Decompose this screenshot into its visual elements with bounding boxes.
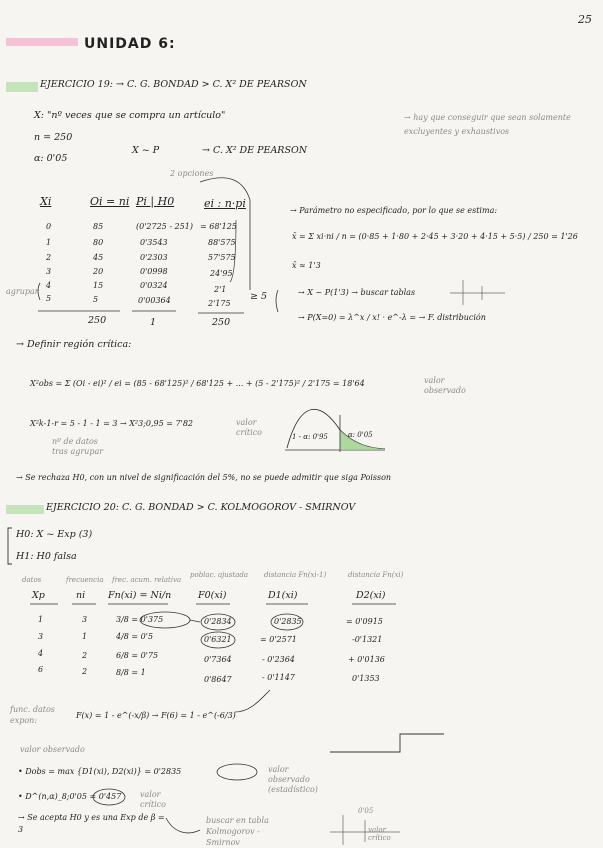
- ex19-r3-ei: 24'95: [210, 269, 233, 278]
- ex19-col-pi: Pi | H0: [136, 195, 175, 208]
- ex20-col-fn: Fn(xi) = Ni/n: [108, 590, 172, 601]
- ex19-test: → C. X² DE PEARSON: [202, 145, 308, 156]
- ex20-r3-xp: 6: [38, 665, 44, 674]
- ex20-r2-f0: 0'7364: [204, 655, 232, 664]
- ex19-r0-oi: 85: [93, 222, 104, 231]
- ex19-r1-xi: 1: [46, 238, 52, 247]
- ex20-r3-d1: - 0'1147: [262, 673, 295, 682]
- ex20-r1-xp: 3: [38, 632, 44, 641]
- ex19-r5-xi: 5: [46, 294, 52, 303]
- after-group-note: tras agrupar: [52, 447, 104, 456]
- ex19-conclusion: → Se rechaza H0, con un nivel de significación del 5%, no se puede admitir que siga Poisson: [16, 473, 392, 482]
- two-options-note: 2 opciones: [170, 169, 214, 178]
- ex20-r2-xp: 4: [38, 649, 44, 658]
- ex19-r2-pi: 0'2303: [140, 253, 168, 262]
- ex20-r1-d1: = 0'2571: [260, 635, 297, 644]
- ex19-r2-ei: 57'575: [208, 253, 236, 262]
- ex20-r0-d2: = 0'0915: [346, 617, 383, 626]
- ex20-r1-fn: 4/8 = 0'5: [116, 632, 154, 641]
- param-note: → Parámetro no especificado, por lo que se estima:: [290, 206, 498, 215]
- ex19-r4-xi: 4: [46, 281, 52, 290]
- ex20-top-dist2: distancia Fn(xi): [348, 571, 404, 579]
- ex20-col-xp: Xp: [32, 590, 45, 601]
- ex19-r0-xi: 0: [46, 222, 52, 231]
- ex20-r2-d1: - 0'2364: [262, 655, 295, 664]
- ex20-col-d1: D1(xi): [268, 590, 298, 601]
- ex19-col-xi: Xi: [40, 195, 52, 208]
- func-formula: F(x) = 1 - e^(-x/β) → F(6) = 1 - e^(-6/3): [76, 711, 236, 720]
- func-note: func. datos expon:: [10, 705, 55, 725]
- ex19-r0-pi: (0'2725 - 251): [136, 222, 193, 231]
- ex19-distribution: X ~ P: [132, 145, 160, 156]
- ex20-r0-ni: 3: [82, 615, 88, 624]
- ex20-col-d2: D2(xi): [356, 590, 386, 601]
- ex20-highlight: [6, 505, 44, 514]
- ex20-r0-fn: 3/8 = 0'375: [116, 615, 164, 624]
- ex19-total-ei: 250: [212, 317, 231, 328]
- ex19-r3-pi: 0'0998: [140, 267, 168, 276]
- ex20-r1-f0: 0'6321: [204, 635, 232, 644]
- ex19-variable-definition: X: "nº veces que se compra un artículo": [34, 110, 226, 121]
- ex19-r1-oi: 80: [93, 238, 104, 247]
- prob-line: → P(X=0) = λ^x / x! · e^-λ = → F. distribución: [298, 313, 486, 322]
- chi-obs-formula: X²obs = Σ (Oi - ei)² / ei = (85 - 68'125)² / 68'125 + ... + (5 - 2'175)² / 2'175 = 18'64: [30, 379, 365, 388]
- ex20-r0-d1: 0'2835: [274, 617, 302, 626]
- ex19-r5-pi: 0'00364: [138, 296, 171, 305]
- ex19-r4-oi: 15: [93, 281, 104, 290]
- ex19-r3-xi: 3: [46, 267, 52, 276]
- ex20-h0: H0: X ~ Exp (3): [16, 529, 93, 540]
- ex19-r1-ei: 88'575: [208, 238, 236, 247]
- ex20-r3-f0: 0'8647: [204, 675, 232, 684]
- critical-value-note: valor crítico: [236, 418, 262, 437]
- group-label: agrupar: [6, 287, 39, 296]
- observed-value-note: valor observado: [424, 376, 466, 395]
- ex19-r4-ei: 2'1: [214, 285, 227, 294]
- poisson-line: → X ~ P(1'3) → buscar tablas: [298, 288, 416, 297]
- ex19-col-ei: ei : n·pi: [204, 197, 246, 210]
- ex20-r2-ni: 2: [82, 651, 88, 660]
- xbar-formula: x̄ = Σ xi·ni / n = (0·85 + 1·80 + 2·45 + 3·20 + 4·15 + 5·5) / 250 = 1'26: [292, 232, 578, 241]
- curve-right-label: α: 0'05: [348, 431, 373, 439]
- xbar-approx: x̄ ≈ 1'3: [292, 261, 321, 270]
- curve-left-label: 1 - α: 0'95: [292, 433, 328, 441]
- ex19-r5-ei: 2'175: [208, 299, 231, 308]
- ex19-r2-oi: 45: [93, 253, 104, 262]
- ex19-r3-oi: 20: [93, 267, 104, 276]
- ex20-r3-fn: 8/8 = 1: [116, 668, 146, 677]
- ex19-n: n = 250: [34, 132, 73, 143]
- ex19-total-pi: 1: [150, 317, 157, 328]
- unit-title: UNIDAD 6:: [84, 36, 176, 52]
- ex20-r2-d2: + 0'0136: [348, 655, 385, 664]
- ex20-r3-d2: 0'1353: [352, 674, 380, 683]
- ge5-label: ≥ 5: [250, 291, 268, 302]
- ex20-conclusion: → Se acepta H0 y es una Exp de β = 3: [18, 813, 165, 834]
- mini-alpha-label: 0'05: [358, 807, 374, 815]
- ex19-r0-ei: = 68'125: [200, 222, 237, 231]
- d-obs-line: • Dobs = max {D1(xi), D2(xi)} = 0'2835: [18, 767, 182, 776]
- ex20-top-acum: frec. acum. relativa: [112, 576, 182, 584]
- ex20-top-dist1: distancia Fn(xi-1): [264, 571, 327, 579]
- ex19-heading: EJERCICIO 19: → C. G. BONDAD > C. X² DE PEARSON: [40, 79, 307, 90]
- d-crit-line: • D^(n,α)_8;0'05 = 0'457: [18, 792, 122, 801]
- chi-crit-formula: X²k-1-r = 5 - 1 - 1 = 3 → X²3;0,95 = 7'82: [30, 419, 193, 428]
- ex20-r2-fn: 6/8 = 0'75: [116, 651, 159, 660]
- ex20-observed-label: valor observado: [20, 745, 85, 754]
- critical-region-heading: → Definir región crítica:: [16, 339, 132, 350]
- ex20-top-frecuencia: frecuencia: [66, 576, 104, 584]
- mini-critical-label: valor crítico: [368, 826, 391, 842]
- tables-note: buscar en tabla Kolmogorov - Smirnov: [206, 816, 269, 847]
- ex19-note: → hay que conseguir que sean solamente excluyentes y exhaustivos: [404, 113, 571, 136]
- ex20-top-poblac: poblac. ajustada: [190, 571, 249, 579]
- ex19-total-oi: 250: [88, 315, 107, 326]
- ex19-r4-pi: 0'0324: [140, 281, 168, 290]
- ex20-r1-ni: 1: [82, 632, 88, 641]
- ex20-r3-ni: 2: [82, 667, 88, 676]
- page-number: 25: [578, 13, 592, 26]
- ex20-col-f0: F0(xi): [198, 590, 227, 601]
- ex19-alpha: α: 0'05: [34, 153, 68, 164]
- ex20-r0-f0: 0'2834: [204, 617, 232, 626]
- d-crit-note: valor crítico: [140, 790, 166, 809]
- ex20-h1: H1: H0 falsa: [16, 551, 77, 562]
- ex20-heading: EJERCICIO 20: C. G. BONDAD > C. KOLMOGOROV - SMIRNOV: [46, 502, 356, 513]
- ex20-r1-d2: -0'1321: [352, 635, 383, 644]
- ex19-col-oi: Oi = ni: [90, 195, 130, 208]
- ex19-r1-pi: 0'3543: [140, 238, 168, 247]
- ex20-r0-xp: 1: [38, 615, 44, 624]
- ex20-col-ni: ni: [76, 590, 86, 601]
- ex19-r2-xi: 2: [46, 253, 52, 262]
- ex19-r5-oi: 5: [93, 295, 99, 304]
- ex20-top-datos: datos: [22, 576, 42, 584]
- d-obs-note: valor observado (estadístico): [268, 765, 318, 794]
- n-data-note: nº de datos: [52, 437, 98, 446]
